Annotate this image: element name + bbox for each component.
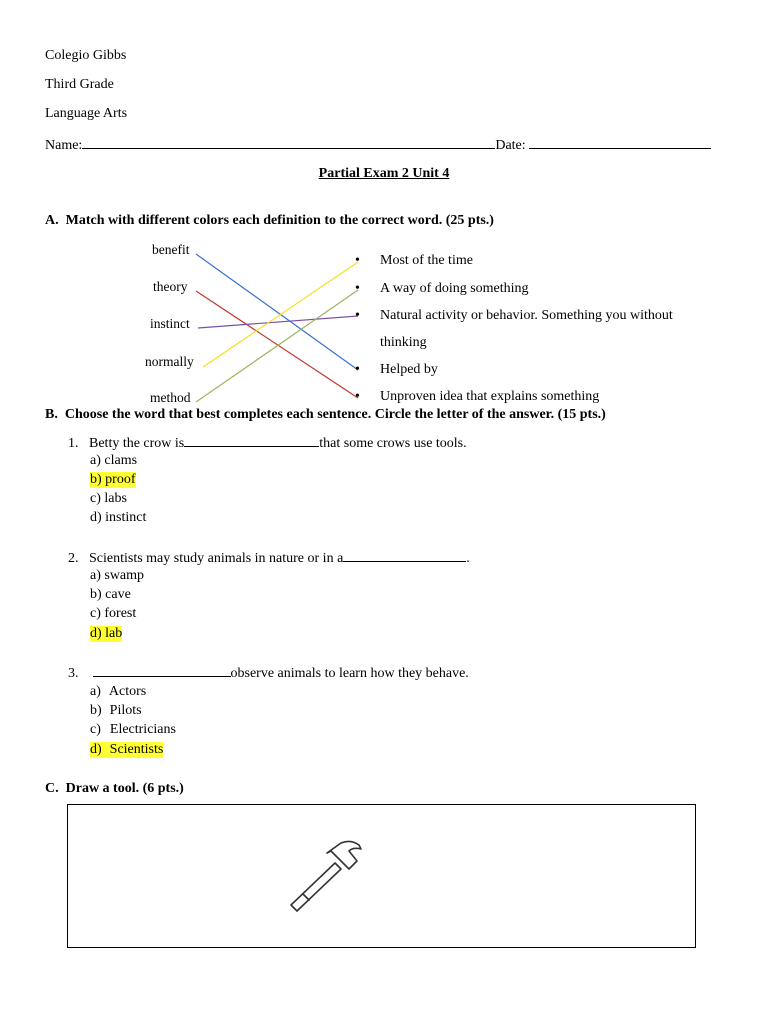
question-1-text-after: that some crows use tools. xyxy=(319,436,467,451)
section-b-letter: B. xyxy=(45,407,58,422)
bullet-4: • xyxy=(355,362,360,377)
word-method: method xyxy=(150,390,191,405)
grade-level: Third Grade xyxy=(45,77,114,92)
question-3-blank[interactable] xyxy=(93,664,231,677)
exam-title: Partial Exam 2 Unit 4 xyxy=(318,166,450,181)
word-benefit: benefit xyxy=(152,242,190,257)
bullet-2: • xyxy=(355,281,360,296)
section-c-heading xyxy=(45,781,184,797)
q3-option-a-text: Actors xyxy=(108,684,147,699)
question-3-text-after: observe animals to learn how they behave. xyxy=(230,666,469,681)
question-1-number: 1. xyxy=(68,436,79,451)
section-c-letter: C. xyxy=(45,781,59,796)
date-label: Date: xyxy=(495,138,526,153)
q3-option-c[interactable] xyxy=(90,722,176,738)
drawing-area[interactable] xyxy=(67,804,696,948)
bullet-5: • xyxy=(355,389,360,404)
word-normally: normally xyxy=(145,354,194,369)
match-line-instinct xyxy=(198,316,358,328)
q1-option-d[interactable]: d) instinct xyxy=(90,510,147,525)
q3-option-a[interactable] xyxy=(90,684,146,700)
section-a-letter: A. xyxy=(45,213,59,228)
q3-option-d[interactable] xyxy=(90,742,163,758)
q3-option-b-text: Pilots xyxy=(109,703,142,718)
definition-unproven-idea: Unproven idea that explains something xyxy=(380,389,600,404)
definition-natural-activity-cont: thinking xyxy=(380,335,427,350)
q1-option-b[interactable]: b) proof xyxy=(90,472,136,487)
q3-option-b[interactable] xyxy=(90,703,142,719)
definition-way-of-doing: A way of doing something xyxy=(380,281,529,296)
school-name: Colegio Gibbs xyxy=(45,48,127,63)
question-3-number: 3. xyxy=(68,666,79,681)
question-2-text-before: Scientists may study animals in nature or in a xyxy=(89,551,344,566)
q3-option-b-letter: b) xyxy=(90,703,102,718)
question-3 xyxy=(68,664,469,682)
q3-option-d-letter: d) xyxy=(90,742,102,757)
section-b-instruction: Choose the word that best completes each sentence. Circle the letter of the answer. (15 pts.) xyxy=(64,407,606,422)
question-2-number: 2. xyxy=(68,551,79,566)
section-c-instruction: Draw a tool. (6 pts.) xyxy=(65,781,184,796)
name-label: Name: xyxy=(45,138,83,153)
q2-option-a[interactable]: a) swamp xyxy=(90,568,145,583)
match-line-normally xyxy=(203,262,358,367)
definition-most-of-the-time: Most of the time xyxy=(380,253,473,268)
question-1-blank[interactable] xyxy=(184,434,319,447)
q3-option-d-text: Scientists xyxy=(109,742,164,757)
bullet-3: • xyxy=(355,308,360,323)
subject-name: Language Arts xyxy=(45,106,128,121)
bullet-1: • xyxy=(355,253,360,268)
definition-helped-by: Helped by xyxy=(380,362,438,377)
question-2-blank[interactable] xyxy=(343,549,466,562)
definition-natural-activity: Natural activity or behavior. Something you without xyxy=(380,308,673,323)
match-line-benefit xyxy=(196,254,358,370)
q3-option-a-letter: a) xyxy=(90,684,101,699)
question-2-text-after: . xyxy=(466,551,470,566)
q3-option-c-letter: c) xyxy=(90,722,101,737)
q3-option-c-text: Electricians xyxy=(109,722,176,737)
word-theory: theory xyxy=(153,279,188,294)
q1-option-c[interactable]: c) labs xyxy=(90,491,127,506)
q1-option-a[interactable]: a) clams xyxy=(90,453,138,468)
question-1 xyxy=(68,434,467,452)
section-b-heading xyxy=(45,407,606,423)
q2-option-b[interactable]: b) cave xyxy=(90,587,131,602)
question-1-text-before: Betty the crow is xyxy=(89,436,185,451)
q2-option-c[interactable]: c) forest xyxy=(90,606,137,621)
section-a-instruction: Match with different colors each definition to the correct word. (25 pts.) xyxy=(65,213,494,228)
question-2 xyxy=(68,549,470,567)
hammer-icon xyxy=(281,833,371,923)
q2-option-d[interactable]: d) lab xyxy=(90,626,123,641)
word-instinct: instinct xyxy=(150,316,190,331)
